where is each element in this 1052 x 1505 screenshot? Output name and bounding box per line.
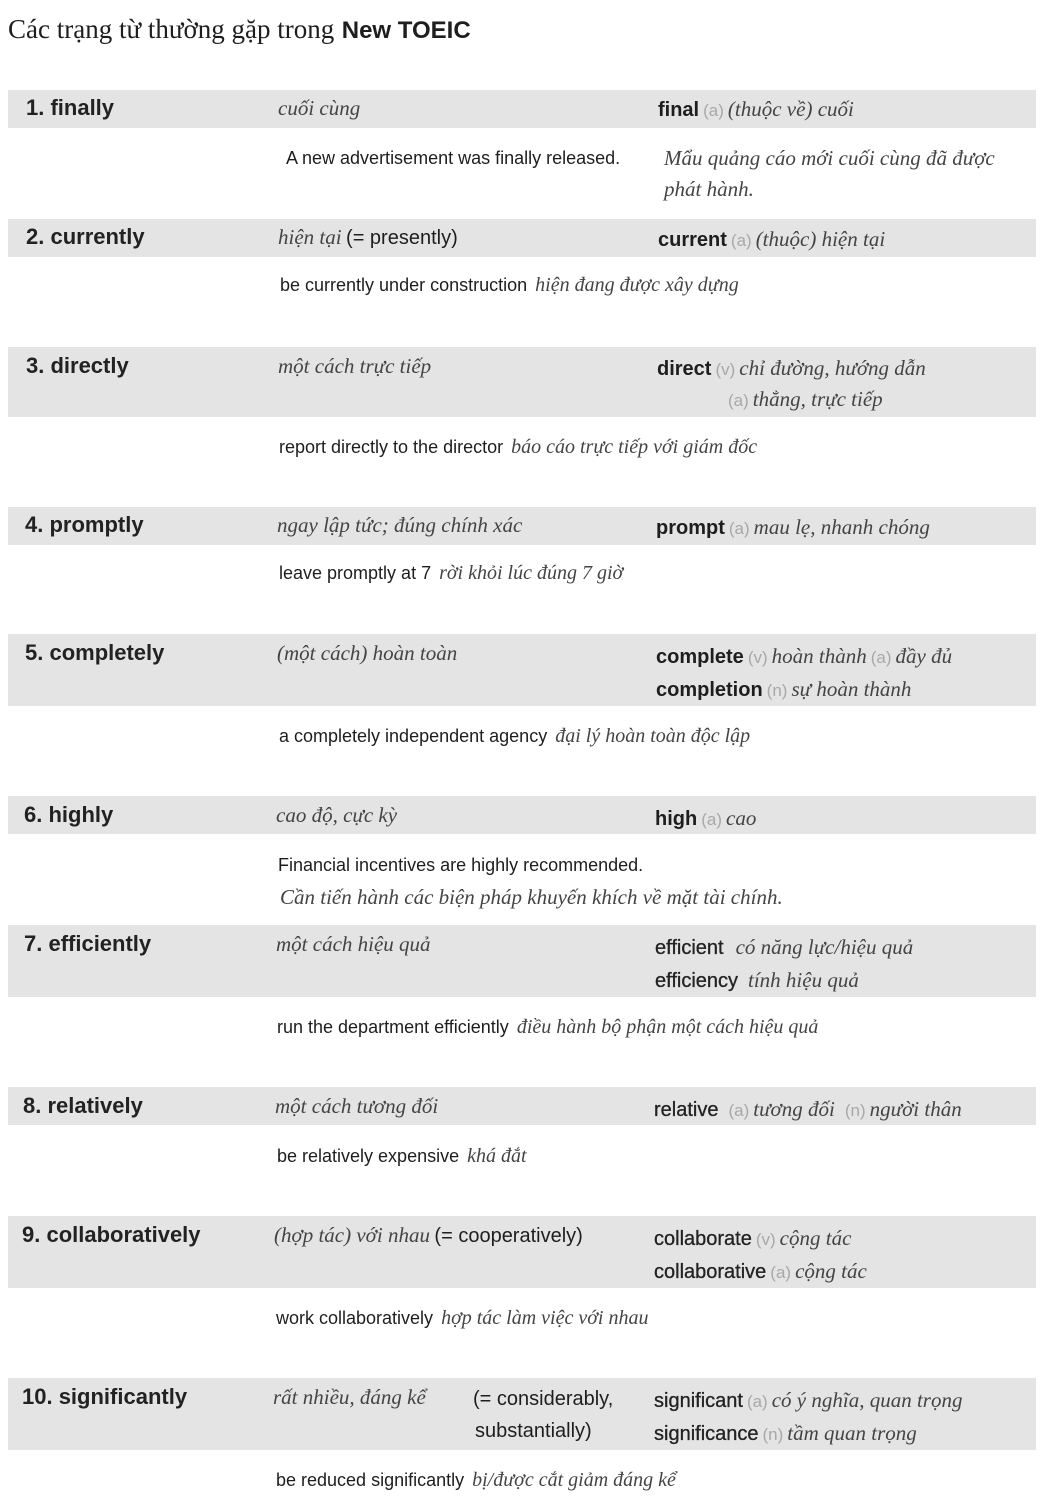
related-word-row [657, 356, 926, 381]
related-meaning: (thuộc về) cuối [727, 97, 854, 121]
related-meaning: (thuộc) hiện tại [755, 227, 886, 251]
related-word: significance [654, 1423, 759, 1445]
entry-word: 3. directly [26, 353, 129, 378]
entry-word: 4. promptly [25, 512, 144, 537]
related-word-row [655, 968, 859, 993]
part-of-speech: (n) [762, 1425, 784, 1444]
related-word-row [656, 515, 930, 540]
example-translation: khá đắt [467, 1145, 527, 1167]
example-translation: rời khỏi lúc đúng 7 giờ [439, 562, 624, 584]
part-of-speech: (a) [728, 519, 750, 538]
related-meaning: tương đối [753, 1097, 835, 1121]
related-word-row [654, 1388, 962, 1413]
related-meaning: có năng lực/hiệu quả [735, 935, 914, 959]
related-word-row [728, 387, 883, 412]
entry-synonym: (= presently) [346, 227, 458, 249]
example-row [279, 436, 757, 459]
example-row [280, 274, 739, 297]
related-meaning: cộng tác [779, 1226, 852, 1250]
entry-word: 2. currently [26, 224, 145, 249]
example-sentence: be currently under construction [280, 275, 528, 295]
part-of-speech: (a) [703, 101, 724, 120]
example-sentence: A new advertisement was finally released. [286, 148, 621, 168]
page-title-part1: Các trạng từ thường gặp trong [8, 14, 335, 44]
entry-word: 9. collaboratively [22, 1222, 201, 1247]
related-word-row [655, 935, 913, 960]
part-of-speech: (a) [730, 231, 752, 250]
entry-meaning-row [274, 1223, 583, 1248]
related-word-row [654, 1421, 917, 1446]
example-sentence: run the department efficiently [277, 1017, 509, 1037]
example-row [276, 1469, 676, 1492]
related-word-row [655, 806, 756, 831]
part-of-speech: (a) [701, 810, 722, 829]
entry-word: 8. relatively [23, 1093, 143, 1118]
example-translation: đại lý hoàn toàn độc lập [555, 725, 751, 747]
entry-word: 5. completely [25, 640, 165, 665]
related-meaning: mau lẹ, nhanh chóng [753, 515, 930, 539]
related-meaning: có ý nghĩa, quan trọng [771, 1388, 963, 1412]
example-translation: hợp tác làm việc với nhau [441, 1307, 649, 1329]
related-word: final [658, 99, 700, 121]
related-word-row [656, 677, 911, 702]
entry-word: 6. highly [24, 802, 114, 827]
related-meaning: sự hoàn thành [791, 677, 912, 701]
entry-word: 7. efficiently [24, 931, 152, 956]
related-meaning: hoàn thành [771, 644, 867, 668]
entry-synonym: substantially) [475, 1420, 592, 1442]
example-sentence: leave promptly at 7 [279, 563, 432, 583]
entry-synonym: (= cooperatively) [434, 1225, 583, 1247]
related-word: prompt [656, 517, 725, 539]
entry-meaning: cao độ, cực kỳ [276, 803, 398, 827]
entry-word: 10. significantly [22, 1384, 188, 1409]
entry-meaning: một cách tương đối [275, 1094, 439, 1118]
example-sentence: a completely independent agency [279, 726, 548, 746]
entry-meaning: (hợp tác) với nhau [274, 1223, 430, 1247]
entry-meaning: (một cách) hoàn toàn [277, 641, 458, 665]
related-word: efficiency [655, 970, 739, 992]
part-of-speech: (a) [728, 1101, 750, 1120]
part-of-speech: (a) [746, 1392, 768, 1411]
entry-meaning-row [278, 225, 458, 250]
related-word-row [658, 97, 854, 122]
entry-band [8, 796, 1036, 834]
example-translation: Cần tiến hành các biện pháp khuyến khích về mặt tài chính. [280, 885, 783, 909]
example-sentence: work collaboratively [276, 1308, 434, 1328]
related-word-row [654, 1226, 851, 1251]
entry-meaning: cuối cùng [278, 96, 361, 120]
related-word: efficient [655, 937, 724, 959]
related-meaning: thẳng, trực tiếp [752, 387, 883, 411]
part-of-speech: (a) [870, 648, 892, 667]
example-translation: hiện đang được xây dựng [535, 274, 739, 296]
example-row [277, 1145, 527, 1168]
example-translation: Mẩu quảng cáo mới cuối cùng đã được [664, 146, 995, 170]
related-word: current [658, 229, 727, 251]
entry-meaning: một cách hiệu quả [276, 932, 431, 956]
part-of-speech: (v) [715, 360, 736, 379]
related-word: collaborative [654, 1261, 767, 1283]
related-word: relative [654, 1099, 719, 1121]
example-translation: bị/được cắt giảm đáng kể [472, 1469, 676, 1491]
entry-band [8, 90, 1036, 128]
related-word: significant [654, 1390, 743, 1412]
example-sentence: report directly to the director [279, 437, 504, 457]
example-row [279, 725, 750, 748]
example-translation: điều hành bộ phận một cách hiệu quả [516, 1016, 819, 1038]
part-of-speech: (v) [755, 1230, 776, 1249]
related-word: direct [657, 358, 712, 380]
part-of-speech: (a) [770, 1263, 792, 1282]
example-sentence: be relatively expensive [277, 1146, 460, 1166]
related-meaning: cao [726, 806, 757, 830]
entry-meaning: rất nhiều, đáng kể [273, 1385, 426, 1409]
related-meaning: chỉ đường, hướng dẫn [739, 356, 926, 380]
related-word-row [654, 1097, 962, 1122]
related-meaning: cộng tác [795, 1259, 867, 1283]
part-of-speech: (a) [728, 391, 749, 410]
part-of-speech: (n) [844, 1101, 866, 1120]
related-word: completion [656, 679, 763, 701]
related-word: collaborate [654, 1228, 752, 1250]
related-word-row [658, 227, 885, 252]
related-word-row [654, 1259, 867, 1284]
part-of-speech: (v) [747, 648, 768, 667]
related-meaning: tầm quan trọng [787, 1421, 917, 1445]
entry-word: 1. finally [26, 95, 115, 120]
example-row [279, 562, 623, 585]
example-row [276, 1307, 648, 1330]
related-word: high [655, 808, 698, 830]
page-title [8, 14, 471, 45]
related-word: complete [656, 646, 744, 668]
part-of-speech: (n) [766, 681, 788, 700]
example-sentence: Financial incentives are highly recommended. [278, 855, 644, 875]
related-word-row [656, 644, 952, 669]
related-meaning: đầy đủ [895, 644, 953, 668]
example-row [277, 1016, 818, 1039]
entry-meaning: ngay lập tức; đúng chính xác [277, 513, 523, 537]
entry-meaning: một cách trực tiếp [278, 354, 432, 378]
entry-meaning: hiện tại [278, 225, 342, 249]
page-title-part2: New TOEIC [341, 17, 471, 44]
example-translation: báo cáo trực tiếp với giám đốc [511, 436, 758, 458]
related-meaning: người thân [869, 1097, 962, 1121]
example-sentence: be reduced significantly [276, 1470, 465, 1490]
entry-synonym: (= considerably, [473, 1388, 614, 1410]
example-translation: phát hành. [664, 177, 754, 201]
related-meaning: tính hiệu quả [748, 968, 859, 992]
